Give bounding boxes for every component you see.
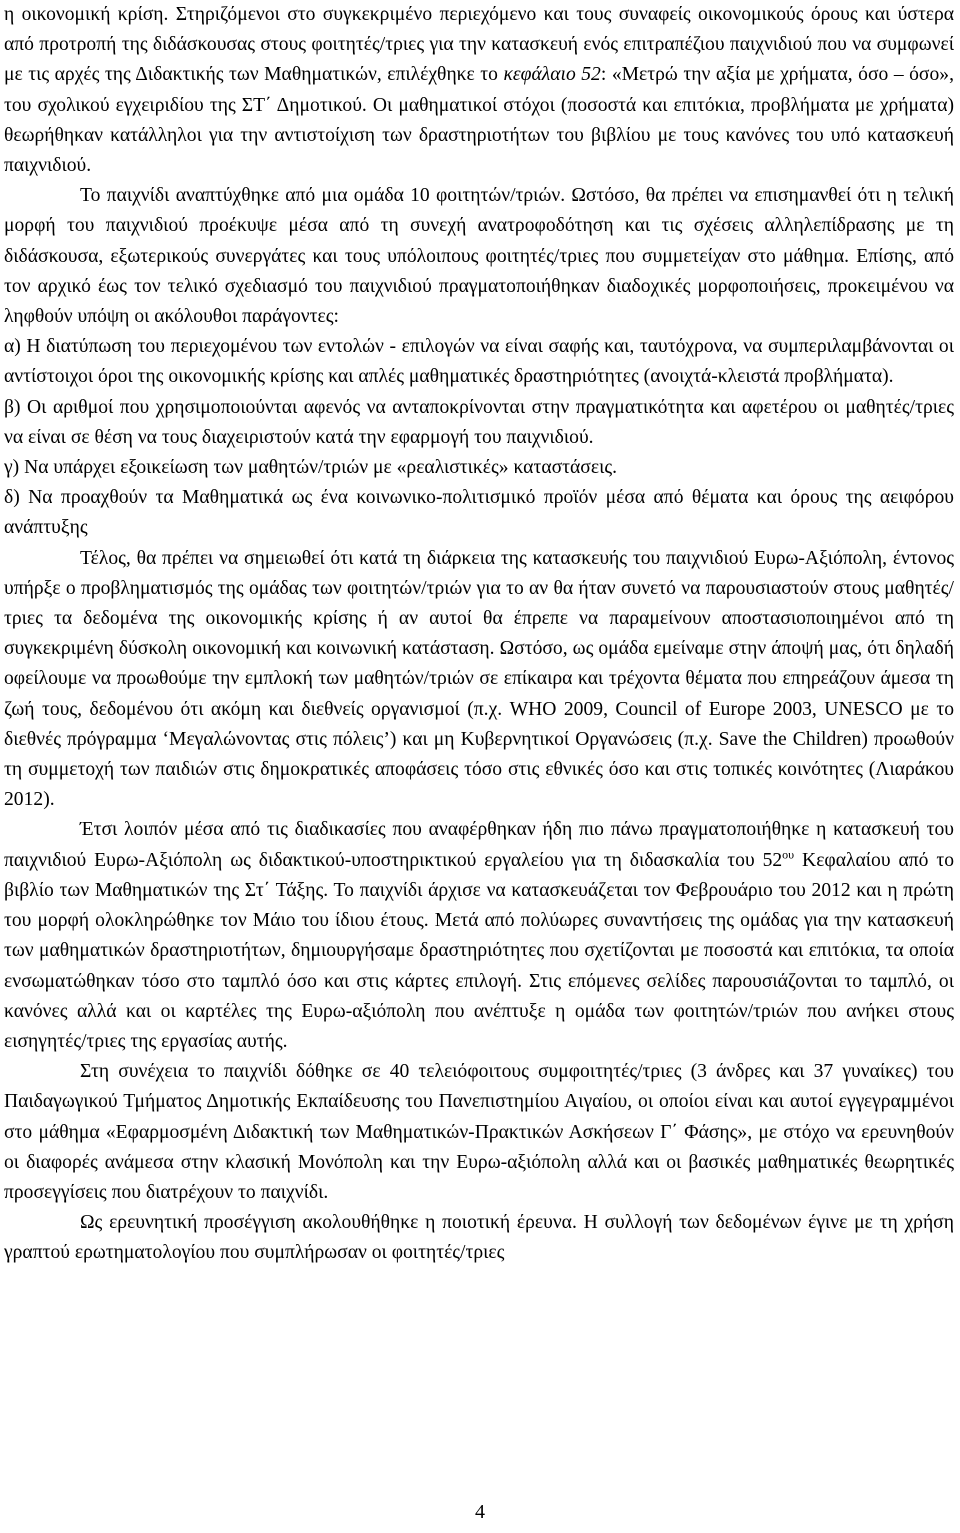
paragraph-methodology: Ως ερευνητική προσέγγιση ακολουθήθηκε η ποιοτική έρευνα. Η συλλογή των δεδομένων έγινε με τη χρήση γραπτού ερωτηματολογίου που συμπλήρωσαν οι φοιτητές/τριες [4,1212,954,1264]
chapter-reference: κεφάλαιο 52 [503,64,601,86]
list-item-a: α) Η διατύπωση του περιεχομένου των εντολών - επιλογών να είναι σαφής και, ταυτόχρονα, να συμπεριλαμβάνονται οι αντίστοιχοι όροι της οικονομικής κρίσης και απλές μαθηματικές δραστηριότητες (ανοιχτά-κλειστά προβλήματα). [4,336,954,388]
ordinal-superscript: ου [782,847,795,862]
paragraph-participants: Στη συνέχεια το παιχνίδι δόθηκε σε 40 τελειόφοιτους συμφοιτητές/τριες (3 άνδρες και 37 γυναίκες) του Παιδαγωγικού Τμήματος Δημοτικής Εκπαίδευσης του Πανεπιστημίου Αιγαίου, οι οποίοι είναι και αυτοί εγγεγραμμένοι στο μάθημα «Εφαρμοσμένη Διδακτική των Μαθηματικών-Πρακτικών Ασκήσεων Γ΄ Φάσης», με στόχο να ερευνηθούν οι διαφορές ανάμεσα στην κλασική Μονόπολη και την Ευρω-αξιόπολη αλλά και οι βασικές μαθηματικές θεωρητικές προσεγγίσεις που διατρέχουν το παιχνίδι. [4,1061,954,1203]
page-number: 4 [475,1501,485,1523]
paragraph-development: Το παιχνίδι αναπτύχθηκε από μια ομάδα 10 φοιτητών/τριών. Ωστόσο, θα πρέπει να επισημανθεί ότι η τελική μορφή του παιχνιδιού προέκυψε μέσα από τη συνεχή ανατροφοδότηση και τις σχέσεις αλληλεπίδρασης με τη διδάσκουσα, εξωτερικούς συνεργάτες και τους υπόλοιπους φοιτητές/τριες που συμμετείχαν στο μάθημα. Επίσης, από τον αρχικό έως τον τελικό σχεδιασμό του παιχνιδιού πραγματοποιήθηκαν διαδοχικές μορφοποιήσεις, προκειμένου να ληφθούν υπόψη οι ακόλουθοι παράγοντες: [4,185,954,328]
paragraph-concerns: Τέλος, θα πρέπει να σημειωθεί ότι κατά τη διάρκεια της κατασκευής του παιχνιδιού Ευρω-Αξιόπολη, έντονος υπήρξε ο προβληματισμός της ομάδας των φοιτητών/τριών για το αν θα ήταν συνετό να παρουσιαστούν στους μαθητές/τριες τα δεδομένα της οικονομικής κρίσης ή αν αυτοί θα έπρεπε να παραμείνουν αποστασιοποιημένοι από τη συγκεκριμένη δύσκολη οικονομική και κοινωνική κατάσταση. Ωστόσο, ως ομάδα εμείναμε στην άποψή μας, ότι δηλαδή οφείλουμε να προωθούμε την εμπλοκή των μαθητών/τριών σε επίκαιρα και τρέχοντα θέματα που επηρεάζουν άμεσα τη ζωή τους, δεδομένου ότι ακόμη και διεθνείς οργανισμοί (π.χ. WHO 2009, Council of Europe 2003, UNESCO με το διεθνές πρόγραμμα ‘Μεγαλώνοντας στις πόλεις’) και μη Κυβερνητικοί Οργανώσεις (π.χ. Save the Children) προωθούν τη συμμετοχή των παιδιών στις δημοκρατικές αποφάσεις τόσο στις εθνικές όσο και στις τοπικές κοινότητες (Λιαράκου 2012). [4,547,954,811]
list-item-b: β) Οι αριθμοί που χρησιμοποιούνται αφενός να ανταποκρίνονται στην πραγματικότητα και αφετέρου οι μαθητές/τριες να είναι σε θέση να τους διαχειριστούν κατά την εφαρμογή του παιχνιδιού. [4,396,954,448]
paragraph-construction [4,815,954,1057]
paragraph-intro-text-b: : «Μετρώ την αξία με χρήματα, όσο – όσο», του σχολικού εγχειριδίου της ΣΤ΄ Δημοτικού. Οι μαθηματικοί στόχοι (ποσοστά και επιτόκια, προβλήματα με χρήματα) θεωρήθηκαν κατάλληλοι για την αντιστοίχιση των δραστηριοτήτων του βιβλίου με τους κανόνες του υπό κατασκευή παιχνιδιού. [4,64,954,177]
paragraph-intro [4,0,954,181]
paragraph-construction-text-b: Κεφαλαίου από το βιβλίο των Μαθηματικών της Στ΄ Τάξης. Το παιχνίδι άρχισε να κατασκευάζεται τον Φεβρουάριο του 2012 και η πρώτη του μορφή ολοκληρώθηκε τον Μάιο του ίδιου έτους. Μετά από πολύωρες συναντήσεις της ομάδας για την κατασκευή των μαθηματικών δραστηριοτήτων, δημιουργήσαμε δραστηριότητες που σχετίζονται με ποσοστά και επιτόκια, τα οποία ενσωματώθηκαν τόσο στο ταμπλό όσο και στις κάρτες επιλογή. Στις επόμενες σελίδες παρουσιάζονται το ταμπλό, οι κανόνες αλλά και οι καρτέλες της Ευρω-αξιόπολη που ανέπτυξε η ομάδα των φοιτητών/τριών που ανήκει στους εισηγητές/τριες της εργασίας αυτής. [4,849,955,1052]
list-item-c: γ) Να υπάρχει εξοικείωση των μαθητών/τριών με «ρεαλιστικές» καταστάσεις. [4,457,618,479]
list-item-d: δ) Να προαχθούν τα Μαθηματικά ως ένα κοινωνικο-πολιτισμικό προϊόν μέσα από θέματα και όρους της αειφόρου ανάπτυξης [4,487,954,539]
paragraph-intro-text-a: η οικονομική κρίση. Στηριζόμενοι στο συγκεκριμένο περιεχόμενο και τους συναφείς οικονομικούς όρους και ύστερα από προτροπή της διδάσκουσας στους φοιτητές/τριες για την κατασκευή ενός επιτραπέζιου παιχνιδιού που να συμφωνεί με τις αρχές της Διδακτικής των Μαθηματικών, επιλέχθηκε το [4,4,954,86]
paragraph-construction-text-a: Έτσι λοιπόν μέσα από τις διαδικασίες που αναφέρθηκαν ήδη πιο πάνω πραγματοποιήθηκε η κατασκευή του παιχνιδιού Ευρω-Αξιόπολη ως διδακτικού-υποστηρικτικού εργαλείου για τη διδασκαλία του 52 [4,819,954,871]
document-page [4,0,954,1269]
